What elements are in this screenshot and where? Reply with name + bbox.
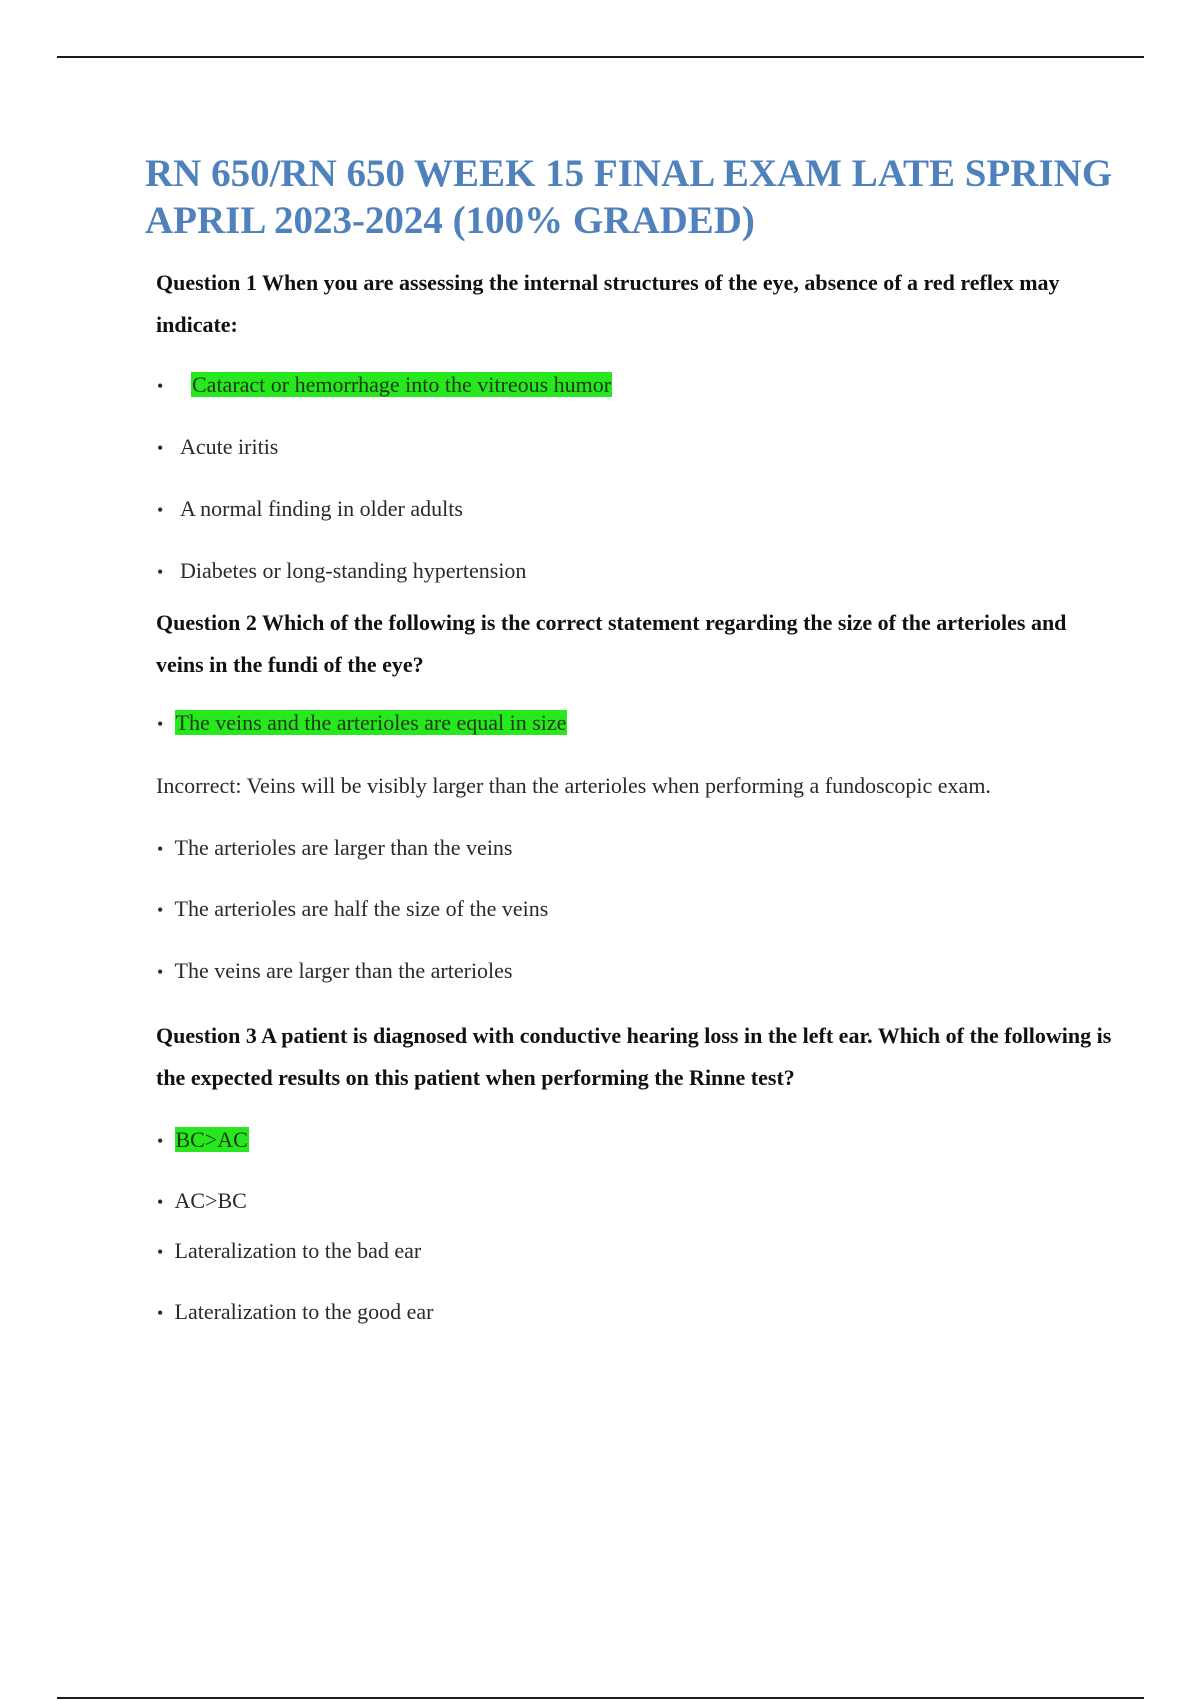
highlighted-answer: Cataract or hemorrhage into the vitreous humor	[192, 372, 612, 397]
bullet-icon: •	[157, 1303, 164, 1323]
option-label: Acute iritis	[180, 434, 279, 459]
question-3-option-2	[157, 1186, 247, 1217]
question-3-option-1	[157, 1125, 249, 1156]
header-rule	[57, 56, 1144, 58]
question-1-option-3	[157, 494, 463, 525]
option-label: Diabetes or long-standing hypertension	[180, 558, 527, 583]
bullet-icon: •	[157, 1242, 164, 1262]
option-label: A normal finding in older adults	[180, 496, 463, 521]
option-label: The arterioles are half the size of the veins	[174, 896, 549, 921]
bullet-icon: •	[157, 839, 164, 859]
bullet-icon: •	[157, 562, 164, 582]
highlighted-answer: BC>AC	[175, 1127, 248, 1152]
option-label: Lateralization to the good ear	[174, 1299, 434, 1324]
footer-rule	[57, 1697, 1144, 1699]
option-label: Lateralization to the bad ear	[174, 1238, 422, 1263]
question-3-option-4	[157, 1297, 434, 1328]
highlighted-answer: The veins and the arterioles are equal in size	[175, 710, 567, 735]
question-2-option-3	[157, 894, 548, 925]
document-title: RN 650/RN 650 WEEK 15 FINAL EXAM LATE SPRING APRIL 2023-2024 (100% GRADED)	[145, 152, 1113, 242]
option-label: The veins are larger than the arterioles	[174, 958, 513, 983]
option-label: AC>BC	[174, 1188, 247, 1213]
bullet-icon: •	[157, 962, 164, 982]
question-1-option-2	[157, 432, 278, 463]
question-2-feedback: Incorrect: Veins will be visibly larger than the arterioles when performing a fundoscopic exam.	[156, 773, 991, 798]
question-1-text: Question 1 When you are assessing the internal structures of the eye, absence of a red reflex may indicate:	[156, 270, 1060, 337]
question-3-text: Question 3 A patient is diagnosed with conductive hearing loss in the left ear. Which of the following is the expected results on this patient when performing the Rinne test?	[156, 1023, 1112, 1090]
bullet-icon: •	[157, 900, 164, 920]
bullet-icon: •	[157, 1192, 164, 1212]
question-2-option-2	[157, 833, 513, 864]
question-2-option-1	[157, 708, 567, 739]
bullet-icon: •	[157, 714, 164, 734]
question-1-option-1	[157, 370, 612, 401]
question-3-option-3	[157, 1236, 421, 1267]
bullet-icon: •	[157, 438, 164, 458]
question-2-text: Question 2 Which of the following is the correct statement regarding the size of the arterioles and veins in the fundi of the eye?	[156, 610, 1067, 677]
bullet-icon: •	[157, 1131, 164, 1151]
bullet-icon: •	[157, 376, 164, 396]
bullet-icon: •	[157, 500, 164, 520]
option-label: The arterioles are larger than the veins	[174, 835, 513, 860]
question-1-option-4	[157, 556, 526, 587]
question-2-option-4	[157, 956, 513, 987]
